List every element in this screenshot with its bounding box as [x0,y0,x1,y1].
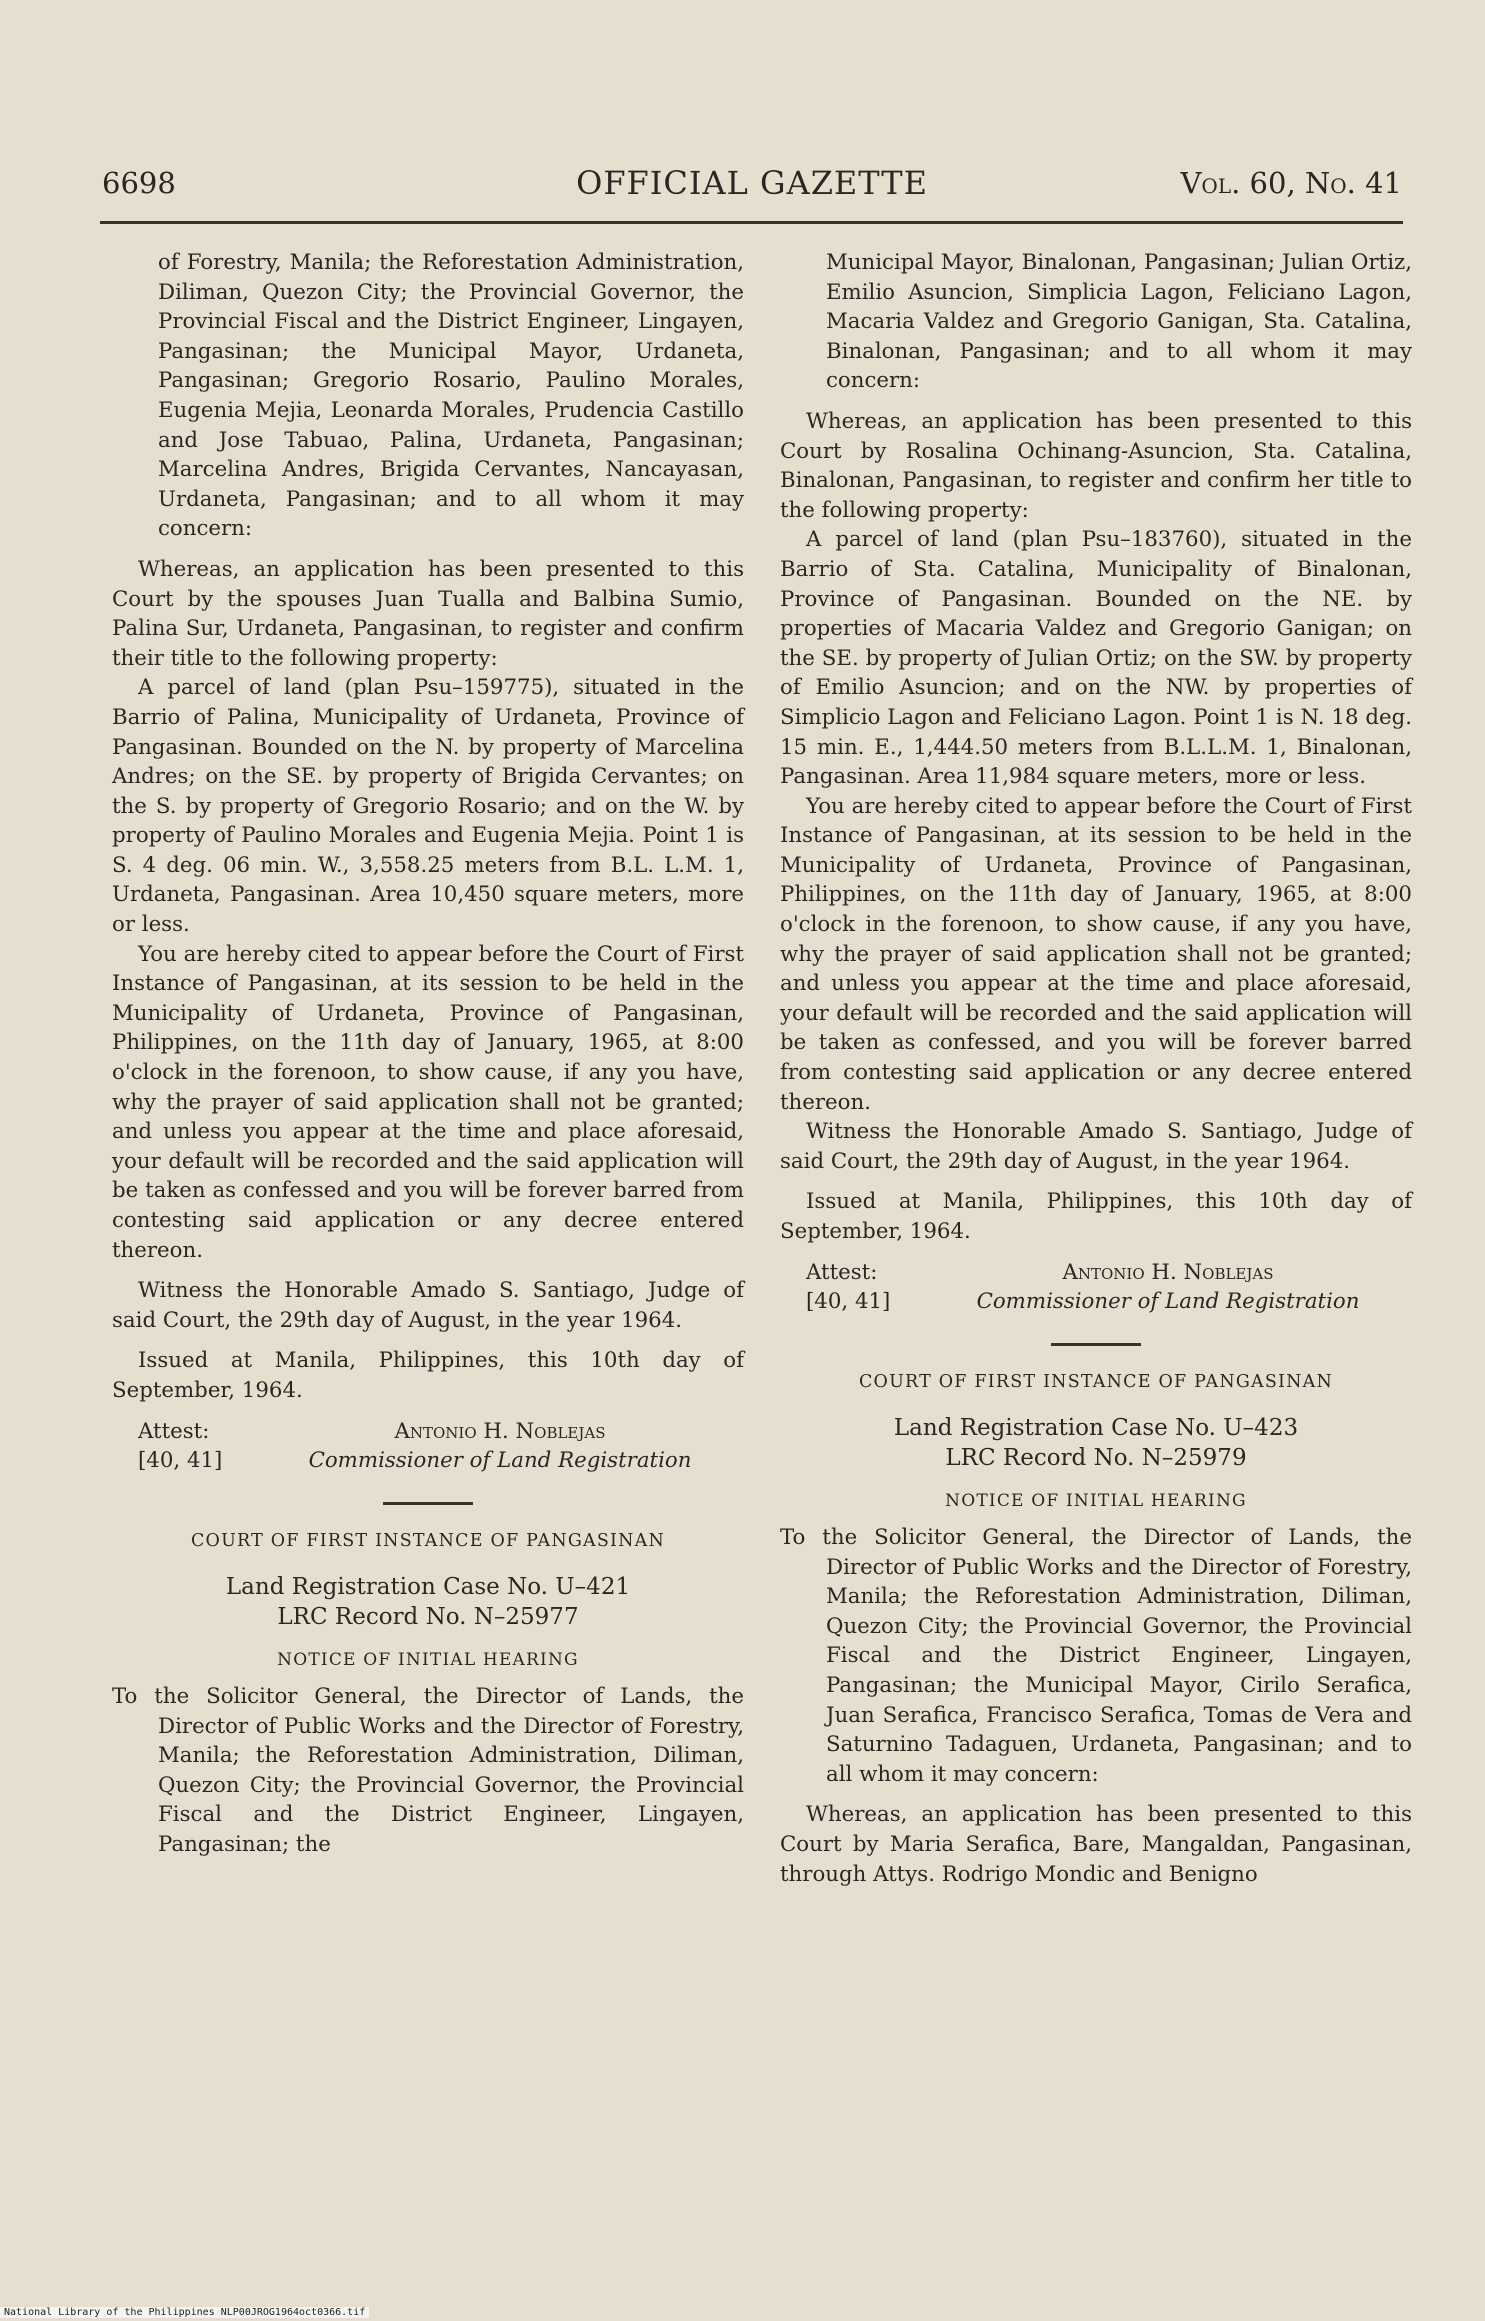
header-rule [100,221,1403,224]
right-addressees-continued: Municipal Mayor, Binalonan, Pangasinan; Julian Ortiz, Emilio Asuncion, Simplicia Lagon, Feliciano Lagon, Macaria Valdez and Gregorio Ganigan, Sta. Catalina, Binalonan, Pangasinan; and to all whom it may concern: [826,250,1412,394]
right-lrc-record: LRC Record No. N–25979 [945,1445,1247,1472]
left-attest-title-line [138,1446,744,1476]
attest-label: Attest: [806,1259,878,1285]
left-lrc-record: LRC Record No. N–25977 [277,1604,579,1631]
right-addressees: To the Solicitor General, the Director of Lands, the Director of Public Works and the Director of Forestry, Manila; the Reforestation Administration, Diliman, Quezon City; the Provincial Governor, the Provincial Fiscal and the District Engineer, Lingayen, Pangasinan; the Municipal Mayor, Cirilo Serafica, Juan Serafica, Francisco Serafica, Tomas de Vera and Saturnino Tadaguen, Urdaneta, Pangasinan; and to all whom it may concern: [780,1524,1412,1787]
left-parcel-paragraph: A parcel of land (plan Psu–159775), situated in the Barrio of Palina, Municipality of Urdaneta, Province of Pangasinan. Bounded on the N. by property of Marcelina Andres; on the SE. by property of Brigida Cervantes; on the S. by property of Gregorio Rosario; and on the W. by property of Paulino Morales and Eugenia Mejia. Point 1 is S. 4 deg. 06 min. W., 3,558.25 meters from B.L. L.M. 1, Urdaneta, Pangasinan. Area 10,450 square meters, more or less. [112,675,744,938]
right-attest-line [806,1258,1412,1288]
attest-label: Attest: [138,1418,210,1444]
issue-reference: [40, 41] [138,1448,223,1474]
right-witness-paragraph: Witness the Honorable Amado S. Santiago, Judge of said Court, the 29th day of August, in the year 1964. [780,1119,1412,1174]
left-case-number: Land Registration Case No. U–421 [225,1574,631,1601]
right-notice-heading: NOTICE OF INITIAL HEARING [945,1491,1247,1512]
right-parcel-paragraph: A parcel of land (plan Psu–183760), situated in the Barrio of Sta. Catalina, Municipality of Binalonan, Province of Pangasinan. Bounded on the NE. by properties of Macaria Valdez and Gregorio Ganigan; on the SE. by property of Julian Ortiz; on the SW. by property of Emilio Asuncion; and on the NW. by properties of Simplicio Lagon and Feliciano Lagon. Point 1 is N. 18 deg. 15 min. E., 1,444.50 meters from B.L.L.M. 1, Binalonan, Pangasinan. Area 11,984 square meters, more or less. [780,527,1412,790]
left-column [112,248,744,1860]
page-header [102,166,1402,212]
scan-footer: National Library of the Philippines NLP00JROG1964oct0366.tif [0,2307,369,2318]
left-court-heading: COURT OF FIRST INSTANCE OF PANGASINAN [190,1530,666,1551]
right-case-number: Land Registration Case No. U–423 [893,1415,1299,1442]
right-issued-paragraph: Issued at Manila, Philippines, this 10th day of September, 1964. [780,1189,1412,1244]
right-column [780,248,1412,1889]
publication-title: OFFICIAL GAZETTE [576,164,928,202]
attest-title: Commissioner of Land Registration [308,1448,692,1474]
section-divider [1051,1343,1141,1346]
left-notice-heading: NOTICE OF INITIAL HEARING [277,1650,579,1671]
volume-number: Vol. 60, No. 41 [1180,166,1402,200]
right-court-heading: COURT OF FIRST INSTANCE OF PANGASINAN [858,1371,1334,1392]
left-whereas-paragraph: Whereas, an application has been presented to this Court by the spouses Juan Tualla and Balbina Sumio, Palina Sur, Urdaneta, Pangasinan, to register and confirm their title to the following property: [112,556,744,671]
page-number: 6698 [102,166,176,200]
left-witness-paragraph: Witness the Honorable Amado S. Santiago, Judge of said Court, the 29th day of August, in the year 1964. [112,1278,744,1333]
left-citation-paragraph: You are hereby cited to appear before the Court of First Instance of Pangasinan, at its session to be held in the Municipality of Urdaneta, Province of Pangasinan, Philippines, on the 11th day of January, 1965, at 8:00 o'clock in the forenoon, to show cause, if any you have, why the prayer of said application shall not be granted; and unless you appear at the time and place aforesaid, your default will be recorded and the said application will be taken as confessed and you will be forever barred from contesting said application or any decree entered thereon. [112,941,744,1263]
issue-reference: [40, 41] [806,1289,891,1315]
right-whereas-paragraph-2: Whereas, an application has been presented to this Court by Maria Serafica, Bare, Mangaldan, Pangasinan, through Attys. Rodrigo Mondic and Benigno [780,1802,1412,1887]
attest-name: Antonio H. Noblejas [394,1418,606,1444]
left-addressees: To the Solicitor General, the Director of Lands, the Director of Public Works and the Director of Forestry, Manila; the Reforestation Administration, Diliman, Quezon City; the Provincial Governor, the Provincial Fiscal and the District Engineer, Lingayen, Pangasinan; the [112,1683,744,1857]
right-attest-title-line [806,1287,1412,1317]
left-addressees-continued: of Forestry, Manila; the Reforestation Administration, Diliman, Quezon City; the Provincial Governor, the Provincial Fiscal and the District Engineer, Lingayen, Pangasinan; the Municipal Mayor, Urdaneta, Pangasinan; Gregorio Rosario, Paulino Morales, Eugenia Mejia, Leonarda Morales, Prudencia Castillo and Jose Tabuao, Palina, Urdaneta, Pangasinan; Marcelina Andres, Brigida Cervantes, Nancayasan, Urdaneta, Pangasinan; and to all whom it may concern: [158,250,744,542]
attest-name: Antonio H. Noblejas [1062,1259,1274,1285]
left-issued-paragraph: Issued at Manila, Philippines, this 10th day of September, 1964. [112,1348,744,1403]
attest-title: Commissioner of Land Registration [976,1289,1360,1315]
left-attest-line [138,1417,744,1447]
right-whereas-paragraph: Whereas, an application has been presented to this Court by Rosalina Ochinang-Asuncion, Sta. Catalina, Binalonan, Pangasinan, to register and confirm her title to the following property: [780,408,1412,523]
right-citation-paragraph: You are hereby cited to appear before the Court of First Instance of Pangasinan, at its session to be held in the Municipality of Urdaneta, Province of Pangasinan, Philippines, on the 11th day of January, 1965, at 8:00 o'clock in the forenoon, to show cause, if any you have, why the prayer of said application shall not be granted; and unless you appear at the time and place aforesaid, your default will be recorded and the said application will be taken as confessed, and you will be forever barred from contesting said application or any decree entered thereon. [780,793,1412,1115]
section-divider [383,1502,473,1505]
